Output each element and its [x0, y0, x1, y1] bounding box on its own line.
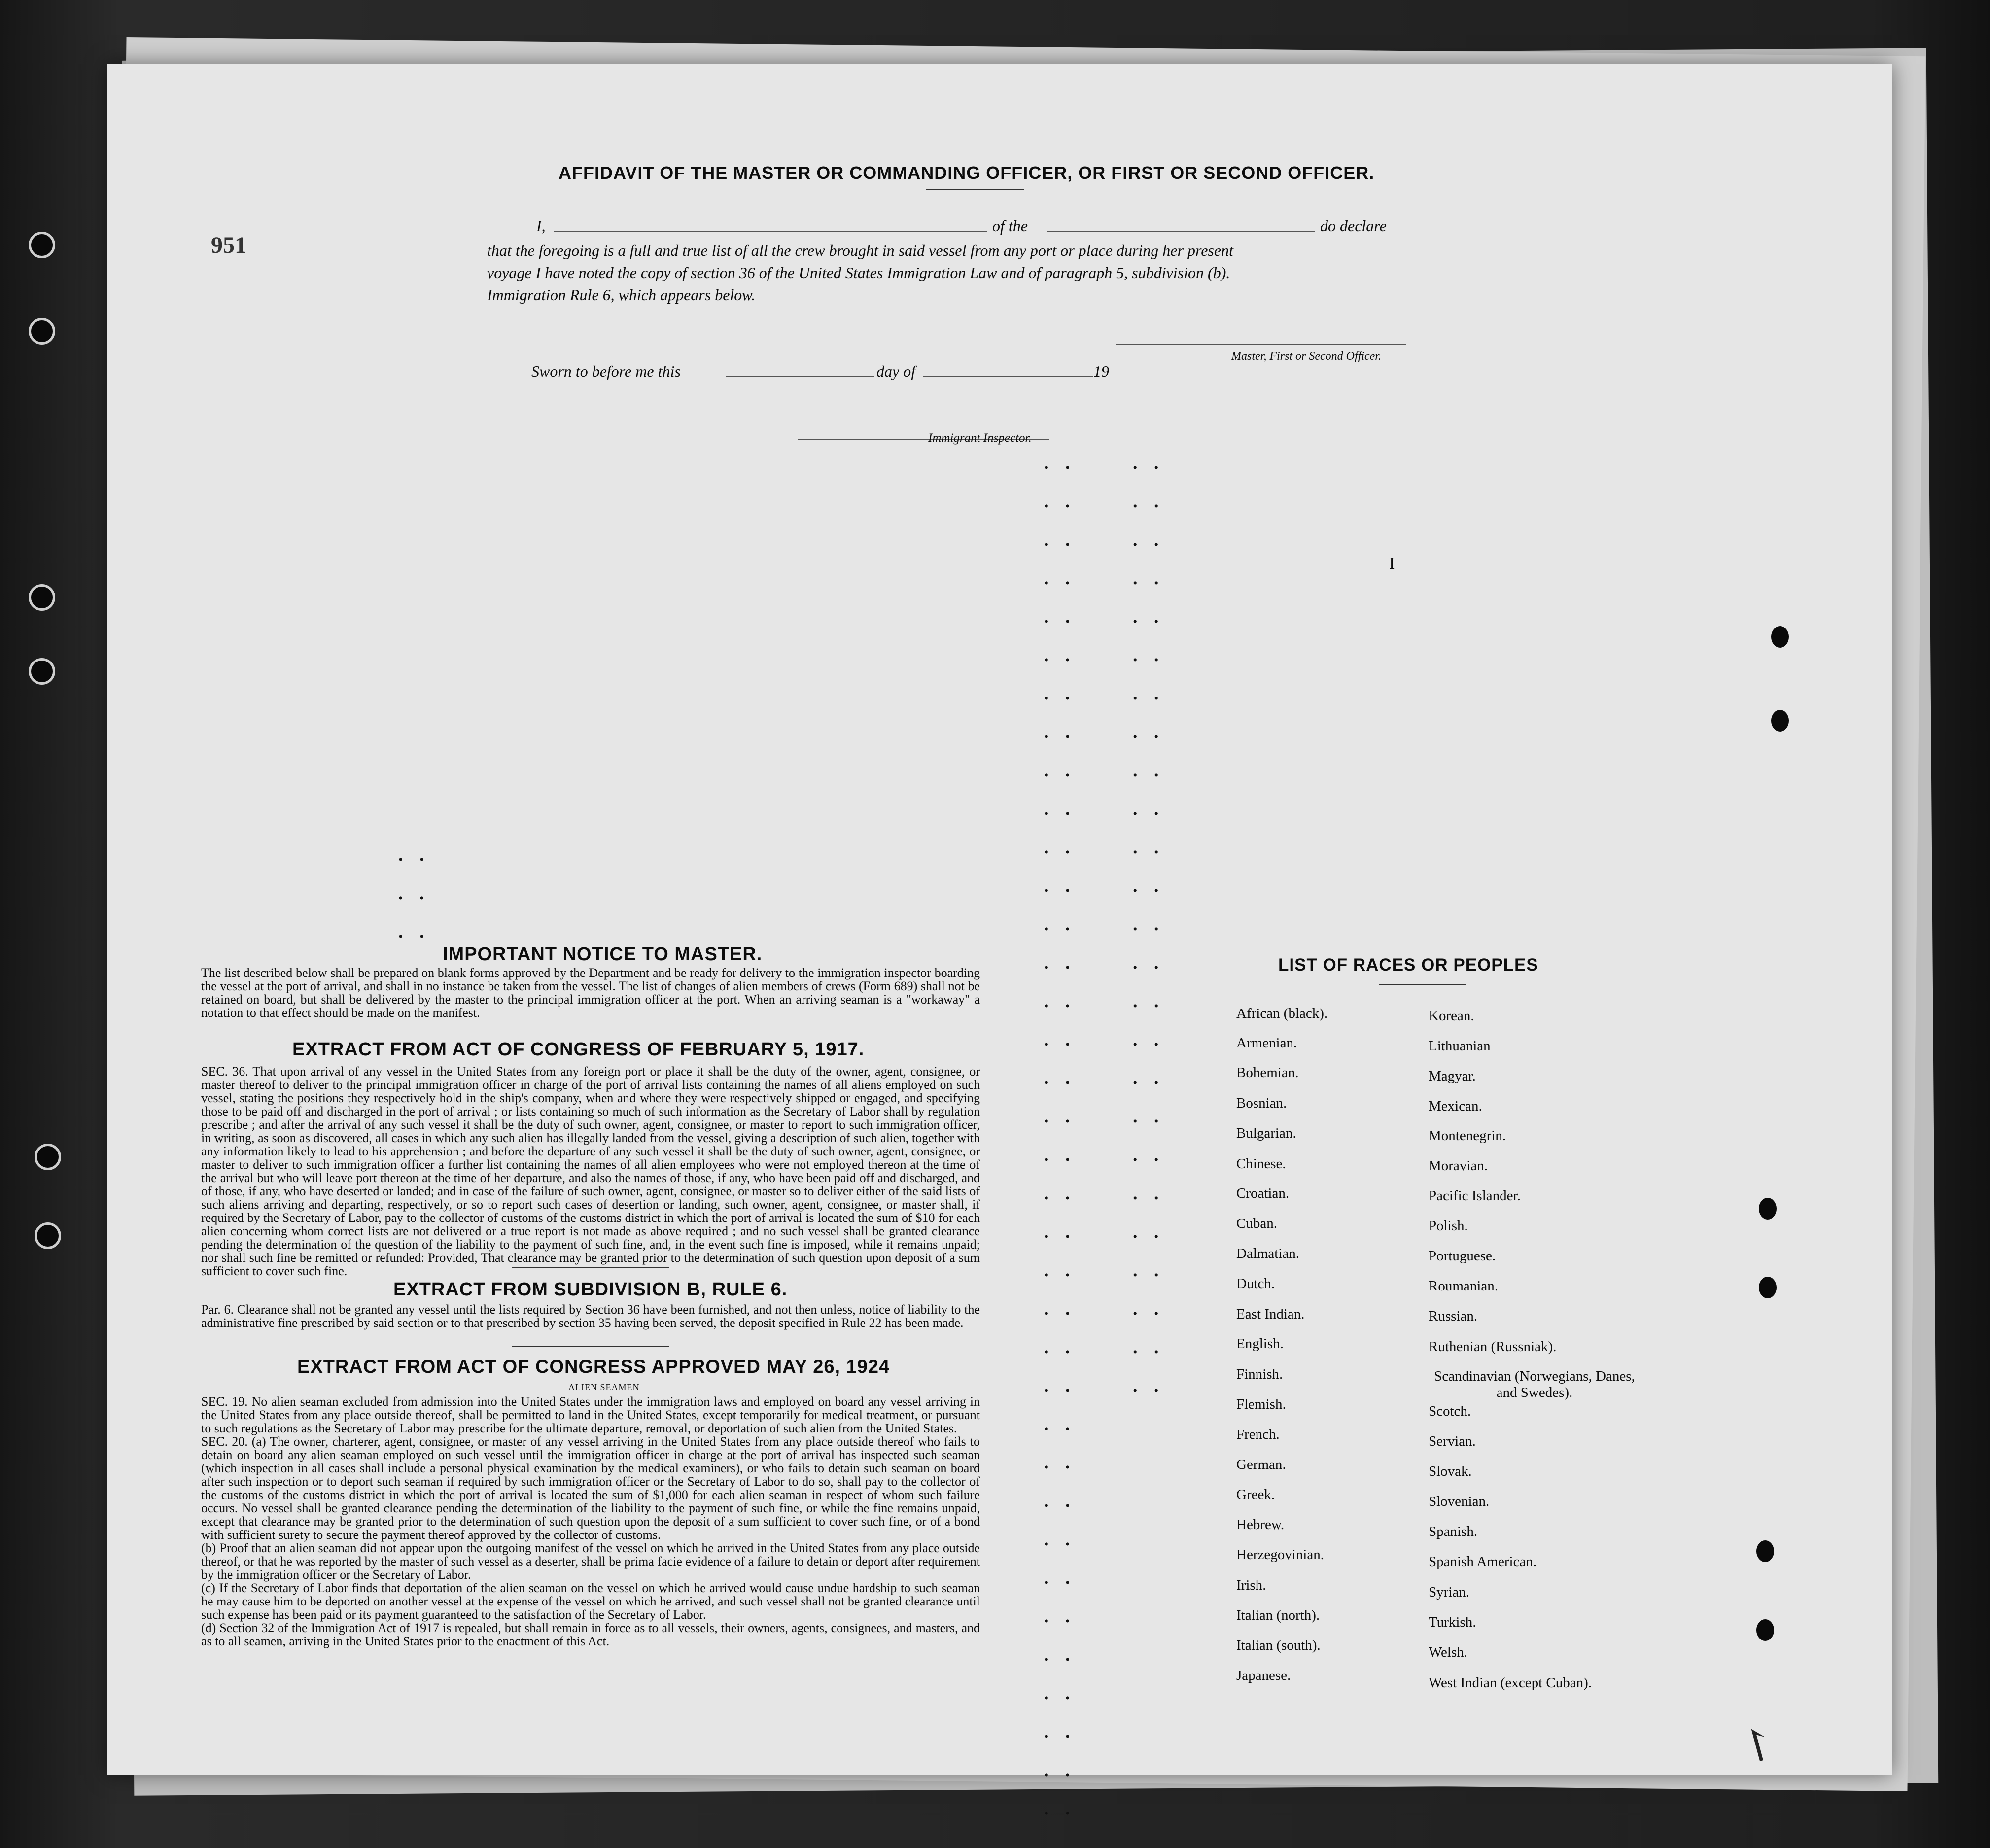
binder-hole [29, 658, 55, 685]
races-rule [1379, 984, 1466, 985]
race-item: German. [1236, 1457, 1286, 1472]
race-item: Montenegrin. [1429, 1128, 1506, 1144]
race-item: Spanish. [1429, 1524, 1478, 1539]
race-item: Russian. [1429, 1308, 1478, 1324]
affidavit-of-the: of the [992, 217, 1028, 235]
race-item: Greek. [1236, 1487, 1275, 1502]
race-item: Polish. [1429, 1218, 1468, 1234]
race-item: Italian (south). [1236, 1638, 1321, 1653]
punch-hole [1759, 1198, 1777, 1220]
race-item: Slovak. [1429, 1464, 1472, 1479]
race-item: African (black). [1236, 1006, 1328, 1021]
inspector-label: Immigrant Inspector. [928, 431, 1032, 445]
affidavit-i: I, [536, 217, 546, 235]
race-item: Magyar. [1429, 1068, 1476, 1084]
extract-1924-body [201, 1395, 980, 1648]
race-item: English. [1236, 1336, 1284, 1352]
punch-hole [1756, 1540, 1774, 1562]
race-item: French. [1236, 1427, 1280, 1442]
punch-hole [1771, 626, 1789, 648]
race-item: Welsh. [1429, 1644, 1468, 1660]
bleed-dots-col2: . . . . . . . . . . . . . . . . . . . . . . . . . . . . . . . . . . . . . . . . . . . . . . . . . . [1133, 453, 1165, 1396]
extract-1917-title: EXTRACT FROM ACT OF CONGRESS OF FEBRUARY 5, 1917. [292, 1039, 865, 1060]
sworn-year: 19 [1093, 362, 1109, 380]
race-item: Italian (north). [1236, 1607, 1320, 1623]
race-item: Pacific Islander. [1429, 1188, 1521, 1204]
bleed-dots-col1: . . . . . . . . . . . . . . . . . . . . . . . . . . . . . . . . . . . . . . . . . . . . . . . . . . . . . . . . . . . . . . . . . . . . . . . . [1044, 453, 1076, 1819]
binder-hole [29, 318, 55, 345]
affidavit-line-4: Immigration Rule 6, which appears below. [487, 286, 756, 304]
binder-hole [35, 1144, 61, 1170]
race-item: Portuguese. [1429, 1248, 1496, 1264]
sec20a-text: SEC. 20. (a) The owner, charterer, agent, consignee, or master of any vessel arriving in the United States from any place outside thereof who fails to detain on board any alien seaman employed on such vessel until the immigration officer in charge at the port of arrival has inspected such seaman (which inspection in all cases shall include a personal physical examination by the medical examiners), or who fails to detain such seaman on board after such inspection or to deport such seaman if required by such immigration officer or the Secretary of Labor to do so, shall pay to the collector of the customs of the customs district in which the port of arrival is located the sum of $1,000 for each alien seaman in respect of whom such failure occurs. No vessel shall be granted clearance pending the determination of the liability to the payment of such fine, or while the fine remains unpaid, except that clearance may be granted prior to the determination of such question upon the deposit of a sum sufficient to cover such fine, or of a bond with sufficient surety to secure the payment thereof approved by the collector of customs. [201, 1434, 980, 1542]
race-item: Hebrew. [1236, 1517, 1285, 1533]
affidavit-page [107, 64, 1892, 1819]
race-item: Bulgarian. [1236, 1125, 1296, 1141]
bleed-dots-col0: . . . . . . [398, 844, 430, 942]
affidavit-title: AFFIDAVIT OF THE MASTER OR COMMANDING OFFICER, OR FIRST OR SECOND OFFICER. [559, 163, 1375, 183]
sec20d-text: (d) Section 32 of the Immigration Act of 1917 is repealed, but shall remain in force as to all vessels, their owners, agents, consignees, and masters, and as to all seamen, arriving in the United States prior to the enactment of this Act. [201, 1621, 980, 1648]
affidavit-declare: do declare [1320, 217, 1387, 235]
sworn-prefix: Sworn to before me this [531, 362, 681, 380]
punch-hole [1759, 1277, 1777, 1298]
sworn-day-of: day of [876, 362, 916, 380]
race-item: Korean. [1429, 1008, 1474, 1024]
race-item: West Indian (except Cuban). [1429, 1675, 1592, 1691]
margin-mark-roman: I [1389, 555, 1395, 573]
sec20b-text: (b) Proof that an alien seaman did not appear upon the outgoing manifest of the vessel on which he arrived in the United States from any place outside thereof, or that he was reported by the master of such vessel as a deserter, shall be prima facie evidence of a failure to detain or deport after requirement by the immigration officer or the Secretary of Labor. [201, 1541, 980, 1582]
race-item: Irish. [1236, 1577, 1266, 1593]
name-field[interactable] [554, 231, 987, 232]
handwritten-mark: ↾ [1733, 1718, 1782, 1776]
race-item: Finnish. [1236, 1366, 1283, 1382]
vessel-field[interactable] [1047, 231, 1315, 232]
race-item: Bosnian. [1236, 1095, 1287, 1111]
master-signature-label: Master, First or Second Officer. [1231, 350, 1381, 363]
section-rule [512, 1267, 669, 1268]
punch-hole [1771, 710, 1789, 732]
rule6-text: Par. 6. Clearance shall not be granted any vessel until the lists required by Section 36 have been furnished, and not then unless, notice of liability to the administrative fine prescribed by said section or to that prescribed by section 35 having been served, the deposit specified in Rule 22 has been made. [201, 1302, 980, 1330]
sworn-month-field[interactable] [923, 376, 1093, 377]
race-item: Mexican. [1429, 1098, 1482, 1114]
race-item: Ruthenian (Russniak). [1429, 1339, 1557, 1355]
binder-hole [29, 232, 55, 258]
race-item: Scandinavian (Norwegians, Danes, and Swedes). [1434, 1368, 1635, 1400]
extract-1924-subtitle: ALIEN SEAMEN [568, 1382, 640, 1392]
race-item: Dalmatian. [1236, 1246, 1300, 1261]
title-rule [926, 189, 1024, 190]
race-item: Flemish. [1236, 1396, 1286, 1412]
binder-hole [35, 1222, 61, 1249]
race-item: Chinese. [1236, 1156, 1286, 1172]
affidavit-line-2: that the foregoing is a full and true list of all the crew brought in said vessel from any port or place during her present [487, 242, 1233, 259]
race-item: Moravian. [1429, 1158, 1488, 1174]
race-item: Herzegovinian. [1236, 1547, 1324, 1563]
race-item: Spanish American. [1429, 1554, 1537, 1569]
extract-1917-text: SEC. 36. That upon arrival of any vessel in the United States from any foreign port or place it shall be the duty of the owner, agent, consignee, or master thereof to deliver to the principal immigration officer in charge of the port of arrival lists containing the names of all aliens employed on such vessel, stating the positions they respectively hold in the ship's company, when and where they were respectively shipped or engaged, and specifying those to be paid off and discharged in the port of arrival ; or lists containing so much of such information as the Secretary of Labor shall by regulation prescribe ; and after the arrival of any such vessel it shall be the duty of such owner, agent, consignee, or master to report to such immigration officer, in writing, as soon as discovered, all cases in which any such alien has illegally landed from the vessel, giving a description of such alien, together with any information likely to lead to his apprehension ; and before the departure of any such vessel it shall be the duty of such owner, agent, consignee, or master to deliver to such immigration officer a further list containing the names of all alien employees who were not employed thereon at the time of the arrival but who will leave port thereon at the time of her departure, and also the names of those, if any, who have been paid off and discharged, and of those, if any, who have deserted or landed; and in case of the failure of such owner, agent, consignee, or master so to deliver either of the said lists of such aliens arriving and departing, respectively, or so to report such cases of desertion or landing, such owner, agent, consignee, or master shall, if required by the Secretary of Labor, pay to the collector of customs of the customs district in which the port of arrival is located the sum of $10 for each alien concerning whom correct lists are not delivered or a true report is not made as above required ; and no such vessel shall be granted clearance pending the determination of the question of the liability to the payment of such fine, and, in the event such fine is imposed, while it remains unpaid; nor shall such fine be remitted or refunded: Provided, That clearance may be granted prior to the determination of such question upon deposit of a sum sufficient to cover such fine. [201, 1064, 980, 1278]
race-item: Turkish. [1429, 1614, 1476, 1630]
notice-text: The list described below shall be prepared on blank forms approved by the Department and be ready for delivery to the immigration inspector boarding the vessel at the port of arrival, and shall in no instance be taken from the vessel. The list of changes of alien members of crews (Form 689) shall not be retained on board, but shall be delivered by the master to the principal immigration officer at the port. When an arriving seaman is a "workaway" a notation to that effect should be made on the manifest. [201, 966, 980, 1020]
notice-title: IMPORTANT NOTICE TO MASTER. [443, 944, 763, 965]
master-signature-line[interactable] [1116, 344, 1406, 345]
sec19-text: SEC. 19. No alien seaman excluded from admission into the United States under the immigration laws and employed on board any vessel arriving in the United States from any place outside thereof, shall be permitted to land in the United States, except temporarily for medical treatment, or pursuant to such regulations as the Secretary of Labor may prescribe for the ultimate departure, removal, or deportation of such alien from the United States. [201, 1395, 980, 1435]
race-item: Bohemian. [1236, 1065, 1299, 1081]
race-item: Armenian. [1236, 1035, 1297, 1051]
sec20c-text: (c) If the Secretary of Labor finds that deportation of the alien seaman on the vessel on which he arrived would cause undue hardship to such seaman he may cause him to be deported on another vessel at the expense of the vessel on which he arrived, and such vessel shall not be granted clearance until such expense has been paid or its payment guaranteed to the satisfaction of the Secretary of Labor. [201, 1581, 980, 1622]
race-item: Roumanian. [1429, 1278, 1498, 1294]
races-title: LIST OF RACES OR PEOPLES [1278, 955, 1538, 975]
race-item: Syrian. [1429, 1584, 1469, 1600]
sworn-day-field[interactable] [726, 376, 874, 377]
race-item: Servian. [1429, 1433, 1476, 1449]
punch-hole [1756, 1619, 1774, 1641]
race-item: Cuban. [1236, 1216, 1277, 1231]
race-item: East Indian. [1236, 1306, 1305, 1322]
form-number: 951 [211, 232, 246, 258]
race-item: Slovenian. [1429, 1494, 1490, 1509]
rule6-title: EXTRACT FROM SUBDIVISION B, RULE 6. [393, 1279, 788, 1300]
extract-1924-title: EXTRACT FROM ACT OF CONGRESS APPROVED MAY 26, 1924 [297, 1357, 890, 1377]
race-item: Scotch. [1429, 1403, 1471, 1419]
race-item: Japanese. [1236, 1668, 1291, 1683]
race-item: Dutch. [1236, 1276, 1275, 1291]
race-item: Croatian. [1236, 1186, 1290, 1201]
race-item: Lithuanian [1429, 1038, 1491, 1054]
section-rule [512, 1346, 669, 1347]
binder-hole [29, 584, 55, 611]
affidavit-line-3: voyage I have noted the copy of section 36 of the United States Immigration Law and of paragraph 5, subdivision (b). [487, 264, 1230, 281]
